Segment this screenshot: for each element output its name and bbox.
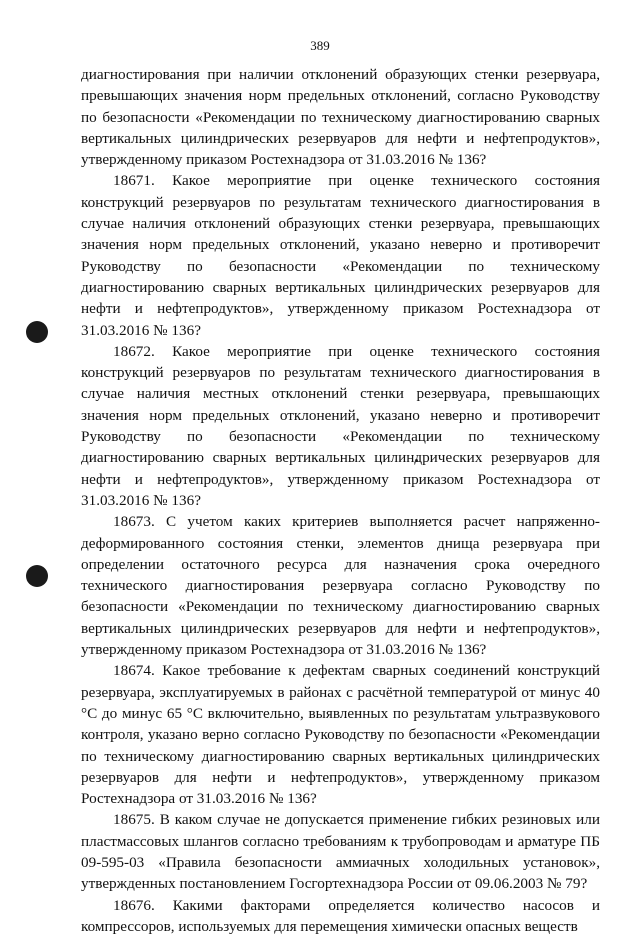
paragraph-continuation: диагностирования при наличии отклонений образующих стенки резервуара, превышающих значения норм предельных отклонений, согласно Руководству по безопасности «Рекомендации по техническому диагностированию сварных вертикальных цилиндрических резервуаров для нефти и нефтепродуктов», утвержденному приказом Ростехнадзора от 31.03.2016 № 136? — [81, 66, 600, 169]
binder-hole-bottom — [26, 565, 48, 587]
question-18675: 18675. В каком случае не допускается применение гибких резиновых или пластмассовых шлангов согласно требованиям к трубопроводам и арматуре ПБ 09-595-03 «Правила безопасности аммиачных холодильных установок», утвержденных постановлением Госгортехнадзора России от 09.06.2003 № 79? — [81, 811, 600, 893]
question-18673: 18673. С учетом каких критериев выполняется расчет напряженно-деформированного состояния стенки, элементов днища резервуара при определении остаточного ресурса для назначения срока очередного технического диагностирования резервуара согласно Руководству по безопасности «Рекомендации по техническому диагностированию сварных вертикальных цилиндрических резервуаров для нефти и нефтепродуктов», утвержденному приказом Ростехнадзора от 31.03.2016 № 136? — [81, 513, 600, 659]
question-18672: 18672. Какое мероприятие при оценке технического состояния конструкций резервуаров по результатам технического диагностирования в случае наличия местных отклонений стенки резервуара, превышающих значения норм предельных отклонений, указано неверно и противоречит Руководству по безопасности «Рекомендации по техническому диагностированию сварных вертикальных цилиндрических резервуаров для нефти и нефтепродуктов», утвержденному приказом Ростехнадзора от 31.03.2016 № 136? — [81, 342, 600, 509]
page-number: 389 — [310, 38, 330, 53]
body-text — [81, 64, 600, 937]
question-18676: 18676. Какими факторами определяется количество насосов и компрессоров, используемых для перемещения химически опасных веществ — [81, 896, 600, 935]
question-18674: 18674. Какое требование к дефектам сварных соединений конструкций резервуара, эксплуатируемых в районах с расчётной температурой от минус 40 °С до минус 65 °С включительно, выявленных по результатам ультразвукового контроля, указано верно согласно Руководству по безопасности «Рекомендации по техническому диагностированию сварных вертикальных цилиндрических резервуаров для нефти и нефтепродуктов», утвержденному приказом Ростехнадзора от 31.03.2016 № 136? — [81, 662, 600, 808]
binder-hole-top — [26, 321, 48, 343]
question-18671: 18671. Какое мероприятие при оценке технического состояния конструкций резервуаров по результатам технического диагностирования в случае наличия отклонений образующих стенки резервуара, превышающих значения норм предельных отклонений, указано неверно и противоречит Руководству по безопасности «Рекомендации по техническому диагностированию сварных вертикальных цилиндрических резервуаров для нефти и нефтепродуктов», утвержденному приказом Ростехнадзора от 31.03.2016 № 136? — [81, 172, 600, 339]
